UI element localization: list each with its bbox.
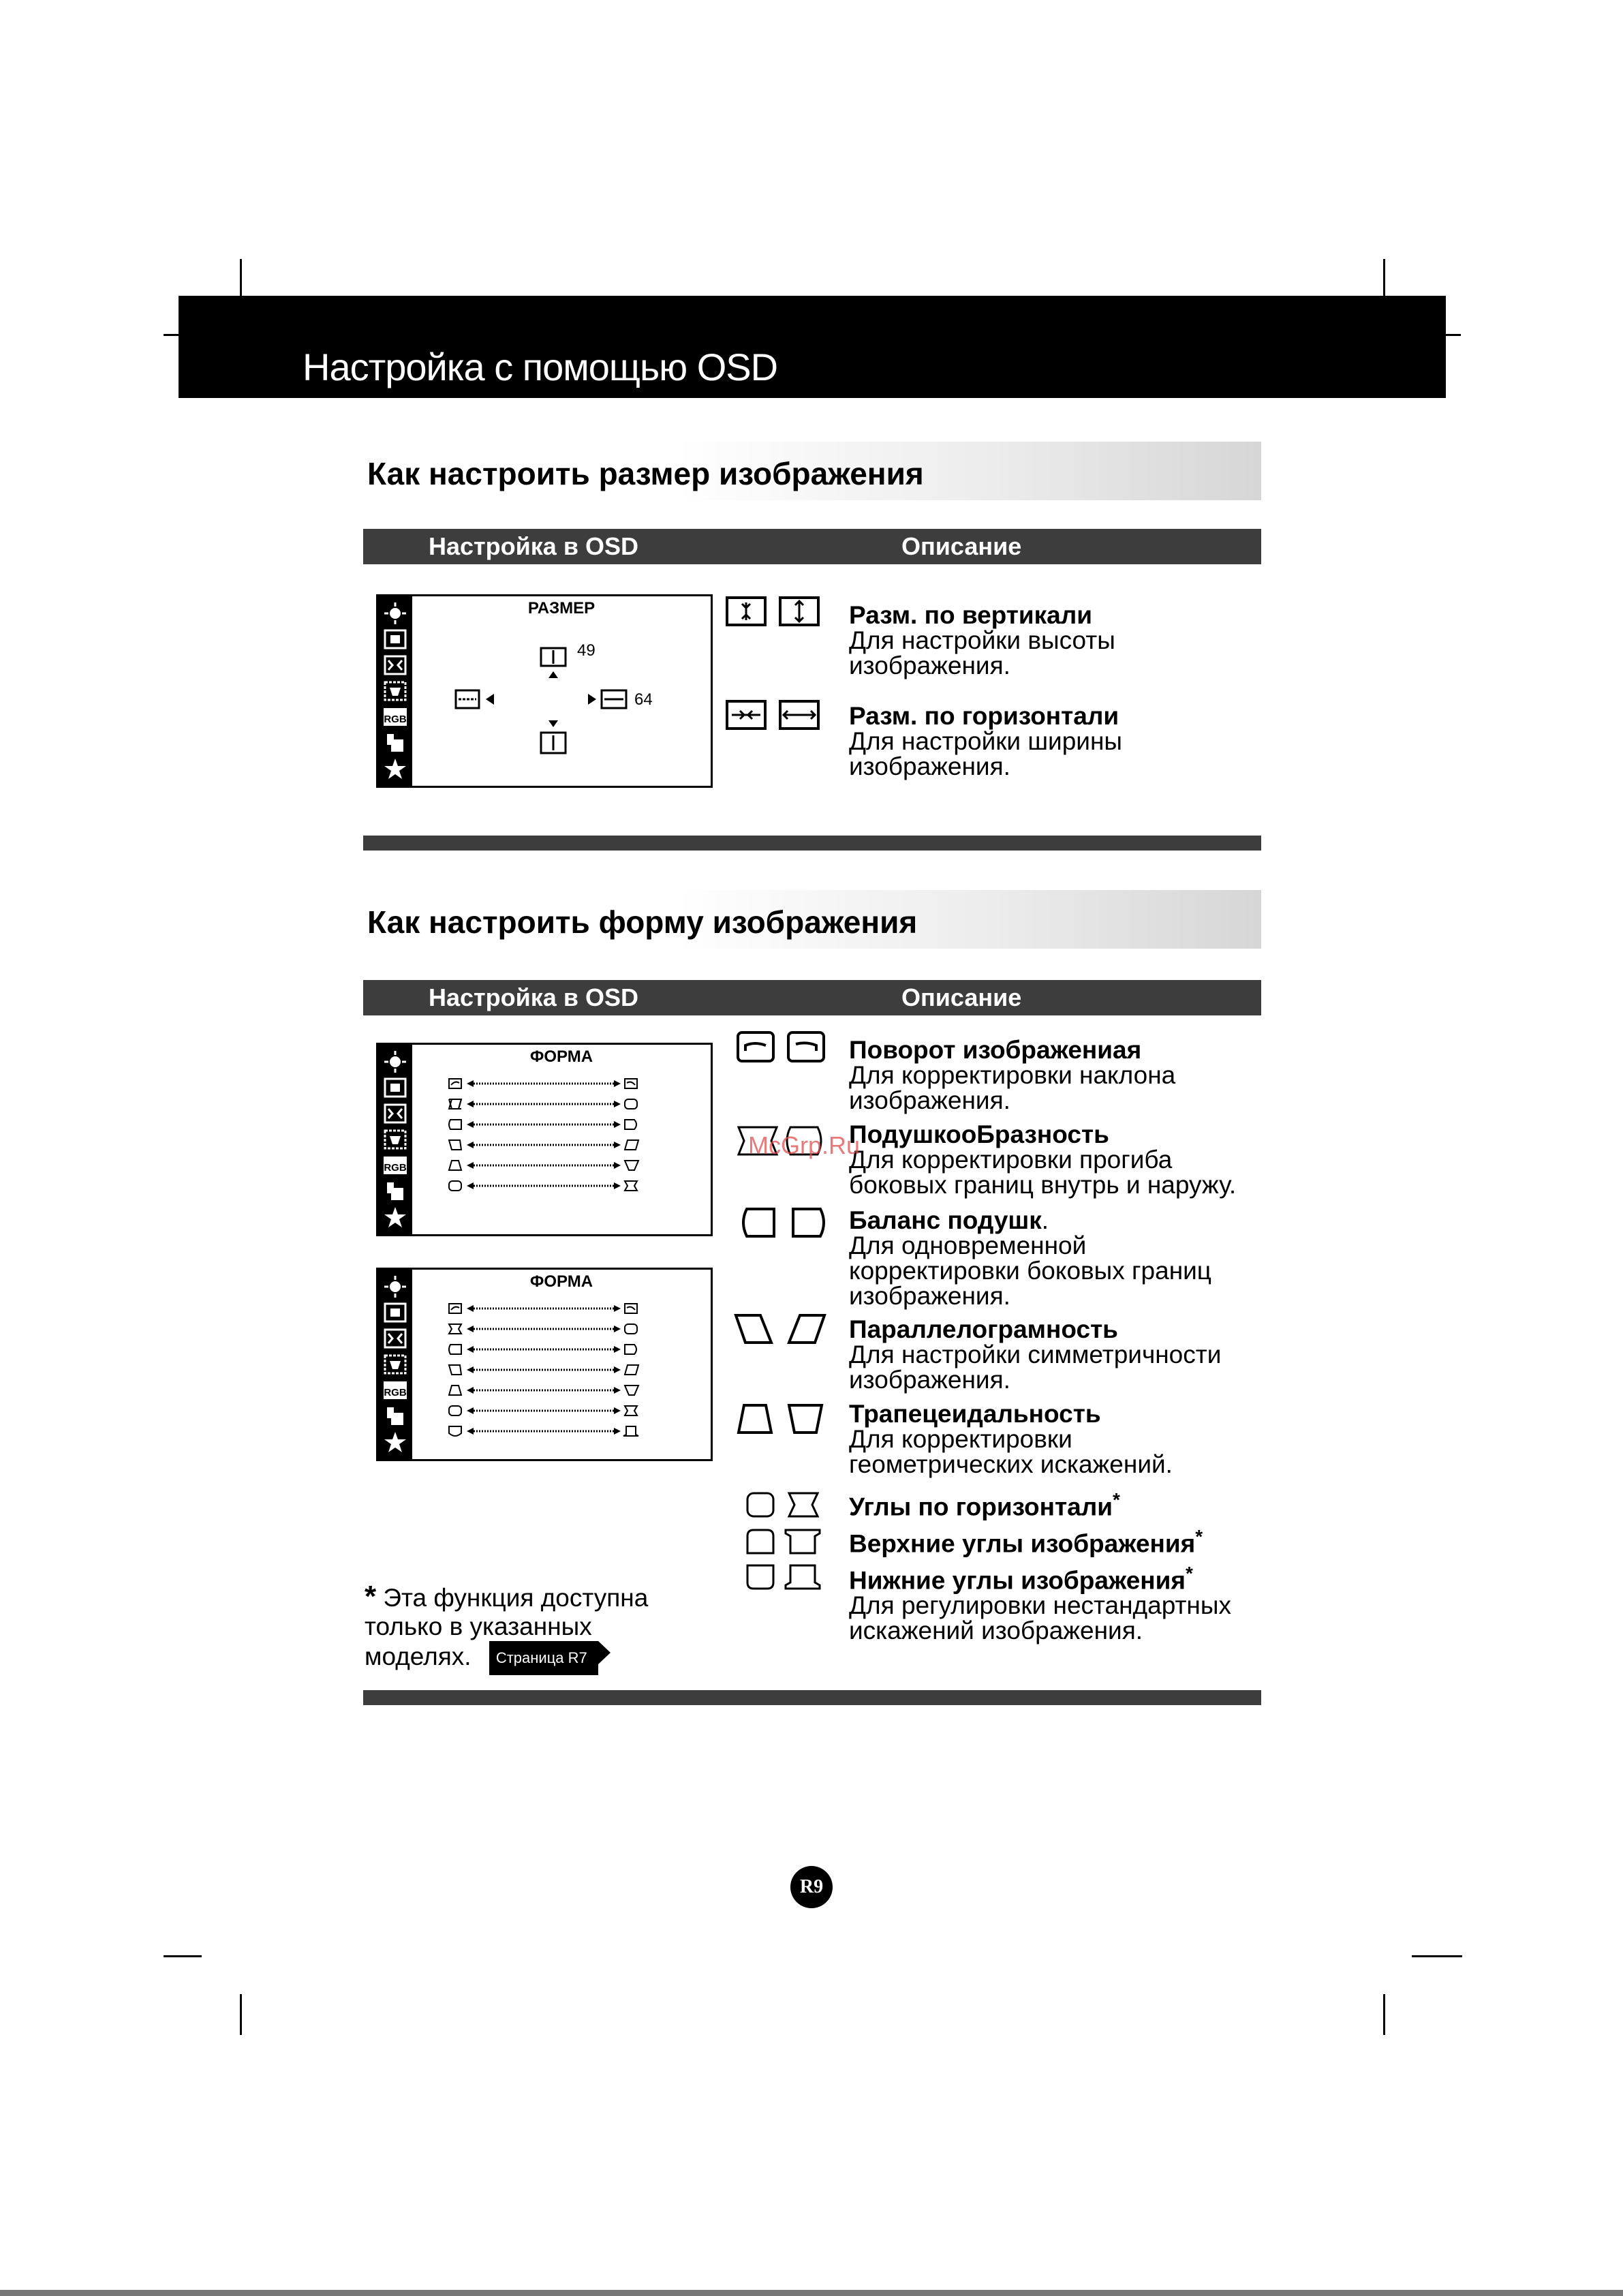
section-size-heading: Как настроить размер изображения xyxy=(367,456,924,491)
col-desc-label: Описание xyxy=(901,983,1022,1011)
shape-item-title: Трапецеидальность xyxy=(849,1400,1101,1428)
section-size-column-header xyxy=(363,529,1261,564)
shape-item-title: Поворот изображениая xyxy=(849,1036,1142,1064)
position-icon xyxy=(383,1076,407,1099)
shape-icon xyxy=(383,1128,407,1151)
header-bar xyxy=(179,296,1446,398)
shape-item-desc-line: Для одновременной xyxy=(849,1231,1087,1259)
crop-mark xyxy=(1383,1994,1385,2035)
page-title: Настройка с помощью OSD xyxy=(303,346,778,388)
shape-item-desc-line: Для корректировки прогиба xyxy=(849,1146,1173,1174)
bottom-corner-flared-icon xyxy=(784,1563,822,1591)
parallelogram-left-icon xyxy=(733,1313,774,1345)
shape-item-title: Параллелограмность xyxy=(849,1315,1118,1343)
footnote-line: моделях. xyxy=(365,1642,472,1670)
shape-item-desc-line: искажений изображения. xyxy=(849,1617,1143,1645)
size-item-desc-line: изображения. xyxy=(849,752,1010,780)
special-icon xyxy=(383,757,407,780)
shape-item-top-corners xyxy=(849,1524,1203,1556)
section-divider xyxy=(363,1690,1261,1705)
size-icon xyxy=(383,1102,407,1125)
shape-item-desc-line: корректировки боковых границ xyxy=(849,1257,1212,1285)
size-icon xyxy=(383,654,407,677)
size-item-desc-line: изображения. xyxy=(849,652,1010,679)
osd-shape-title: ФОРМА xyxy=(529,1272,593,1291)
col-osd-label: Настройка в OSD xyxy=(429,532,638,560)
shape-item-title: Нижние углы изображения* xyxy=(849,1563,1193,1595)
shape-item-desc-line: геометрических искажений. xyxy=(849,1450,1173,1478)
shape-item-desc-line: изображения. xyxy=(849,1366,1010,1394)
position-icon xyxy=(383,628,407,651)
shape-item-desc-line: боковых границ внутрь и наружу. xyxy=(849,1171,1237,1199)
shape-item-rotation xyxy=(849,1037,1175,1113)
osd-size-window xyxy=(376,594,713,788)
brightness-icon xyxy=(383,1050,407,1073)
rgb-icon xyxy=(383,1379,407,1402)
shape-item-desc-line: изображения. xyxy=(849,1086,1010,1114)
crop-mark xyxy=(1383,259,1385,301)
osd-shape-window-2 xyxy=(376,1268,713,1461)
shape-item-desc-line: Для регулировки нестандартных xyxy=(849,1591,1231,1620)
rgb-icon xyxy=(383,1154,407,1177)
osd-menu-rail xyxy=(378,1270,412,1459)
svg-text:RGB: RGB xyxy=(384,714,407,725)
trapezoid-narrow-top-icon xyxy=(736,1403,774,1435)
svg-text:RGB: RGB xyxy=(384,1387,407,1398)
size-item-vertical xyxy=(849,602,1115,678)
setup-icon xyxy=(383,1180,407,1203)
scan-edge xyxy=(0,2290,1623,2296)
size-icon xyxy=(383,1327,407,1350)
page-reference-badge[interactable]: Страница R7 xyxy=(489,1641,598,1675)
crop-mark xyxy=(1412,1955,1462,1957)
setup-icon xyxy=(383,731,407,754)
horizontal-size-increase-icon xyxy=(587,688,629,711)
rotation-left-icon xyxy=(736,1030,775,1063)
shape-icon xyxy=(383,679,407,703)
top-corner-flared-icon xyxy=(784,1528,822,1555)
top-corner-rounded-icon xyxy=(745,1528,775,1555)
shape-item-bottom-corners xyxy=(849,1561,1231,1643)
vertical-size-decrease-icon xyxy=(540,719,567,757)
col-desc-label: Описание xyxy=(901,532,1022,560)
special-icon xyxy=(383,1206,407,1229)
shape-item-title: ПодушкооБразность xyxy=(849,1120,1109,1148)
footnote-star: * xyxy=(365,1580,377,1613)
osd-shape-sliders xyxy=(446,1075,651,1225)
osd-shape-window-1 xyxy=(376,1043,713,1236)
corner-rounded-icon xyxy=(745,1491,775,1518)
size-item-title: Разм. по горизонтали xyxy=(849,702,1119,730)
special-icon xyxy=(383,1430,407,1454)
osd-shape-sliders xyxy=(446,1300,651,1456)
section-shape-title xyxy=(363,890,1261,949)
brightness-icon xyxy=(383,602,407,625)
crop-mark xyxy=(1444,334,1461,336)
brightness-icon xyxy=(383,1275,407,1298)
footnote-line: Эта функция доступна xyxy=(383,1584,649,1612)
rgb-icon xyxy=(383,705,407,729)
crop-mark xyxy=(164,1955,202,1957)
shape-item-pincushion xyxy=(849,1122,1236,1197)
svg-text:RGB: RGB xyxy=(384,1162,407,1174)
shape-item-title: Углы по горизонтали* xyxy=(849,1489,1120,1521)
crop-mark xyxy=(240,1994,242,2035)
osd-menu-rail xyxy=(378,1045,412,1234)
pin-balance-left-icon xyxy=(739,1206,778,1239)
shape-item-title: Верхние углы изображения* xyxy=(849,1526,1203,1558)
page-number: R9 xyxy=(790,1866,833,1908)
footnote-line: только в указанных xyxy=(365,1612,592,1640)
pin-balance-right-icon xyxy=(789,1206,829,1239)
osd-shape-title: ФОРМА xyxy=(529,1047,593,1066)
section-size-title xyxy=(363,442,1261,500)
crop-mark xyxy=(240,259,242,301)
corner-pinched-icon xyxy=(786,1491,820,1518)
setup-icon xyxy=(383,1405,407,1428)
col-osd-label: Настройка в OSD xyxy=(429,983,638,1011)
bottom-corner-rounded-icon xyxy=(745,1563,775,1591)
footnote xyxy=(365,1582,648,1675)
shape-item-desc-line: Для корректировки xyxy=(849,1425,1072,1453)
footnote-star: * xyxy=(1195,1526,1203,1547)
vertical-size-value: 49 xyxy=(577,641,596,660)
shape-item-trapezoid xyxy=(849,1401,1173,1477)
shape-item-desc-line: Для корректировки наклона xyxy=(849,1061,1176,1089)
shape-item-horizontal-corners xyxy=(849,1487,1120,1519)
osd-size-title: РАЗМЕР xyxy=(527,599,596,617)
crop-mark xyxy=(164,334,180,336)
section-divider xyxy=(363,836,1261,851)
section-shape-heading: Как настроить форму изображения xyxy=(367,904,918,940)
horizontal-size-shrink-icon xyxy=(725,699,767,731)
size-item-desc-line: Для настройки ширины xyxy=(849,727,1123,755)
footnote-star: * xyxy=(1112,1489,1120,1510)
parallelogram-right-icon xyxy=(786,1313,827,1345)
shape-icon xyxy=(383,1353,407,1376)
horizontal-size-value: 64 xyxy=(634,690,653,709)
vertical-size-control-icon xyxy=(540,647,567,681)
shape-item-pin-balance xyxy=(849,1208,1211,1308)
footnote-star: * xyxy=(1185,1563,1193,1584)
size-item-horizontal xyxy=(849,703,1122,779)
position-icon xyxy=(383,1301,407,1324)
osd-menu-rail xyxy=(378,596,412,786)
vertical-size-shrink-icon xyxy=(725,596,767,627)
shape-item-desc-line: Для настройки симметричности xyxy=(849,1341,1222,1368)
size-item-desc-line: Для настройки высоты xyxy=(849,626,1115,654)
section-shape-column-header xyxy=(363,980,1261,1015)
rotation-right-icon xyxy=(786,1030,826,1063)
watermark: McGrp.Ru xyxy=(748,1131,861,1159)
shape-item-desc-line: изображения. xyxy=(849,1282,1010,1310)
vertical-size-expand-icon xyxy=(778,596,820,627)
size-item-title: Разм. по вертикали xyxy=(849,601,1093,629)
horizontal-size-decrease-icon xyxy=(454,688,497,711)
trapezoid-narrow-bottom-icon xyxy=(786,1403,824,1435)
shape-item-title: Баланс подушк. xyxy=(849,1206,1049,1234)
shape-item-parallelogram xyxy=(849,1317,1221,1392)
horizontal-size-expand-icon xyxy=(778,699,820,731)
